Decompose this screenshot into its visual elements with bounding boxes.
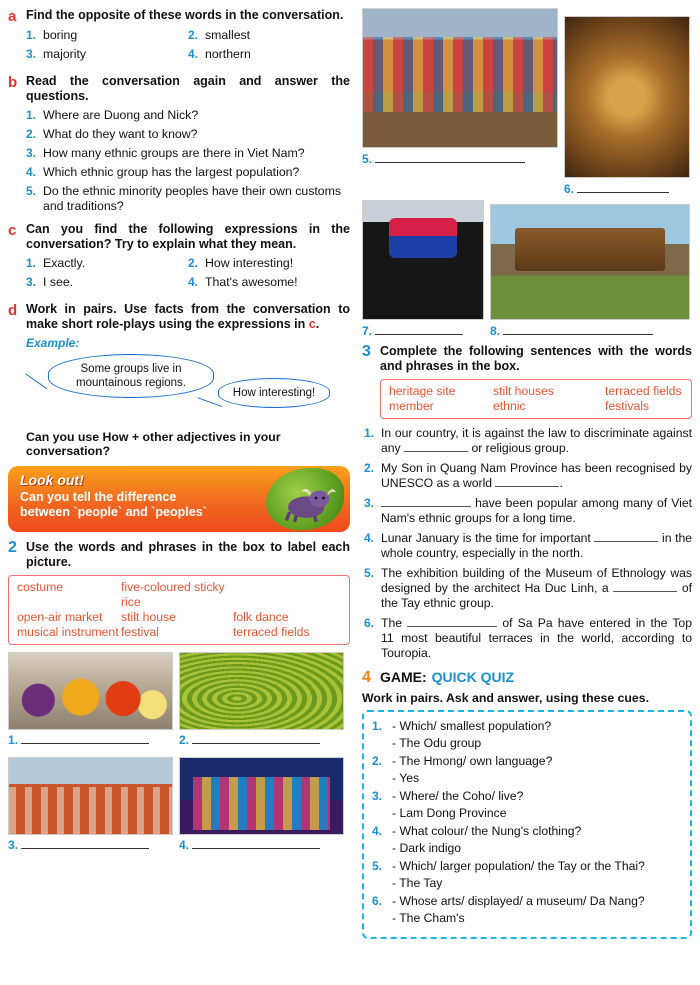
answer-blank[interactable] — [404, 441, 468, 452]
list-item — [26, 28, 188, 43]
picture-label-3-number: 3. — [8, 838, 19, 852]
item-number: 2. — [188, 28, 199, 42]
list-item — [188, 28, 350, 43]
item-number: 3. — [26, 275, 37, 289]
right-column — [362, 8, 692, 939]
answer-line[interactable] — [21, 837, 149, 849]
speech-bubble-2 — [218, 378, 330, 408]
exercise-3-heading — [362, 344, 692, 374]
answer-blank[interactable] — [381, 496, 471, 507]
photo-costume — [362, 200, 484, 320]
sentence-text — [381, 531, 692, 561]
wordbox-row — [389, 399, 683, 414]
exercise-2-heading — [8, 540, 350, 570]
quiz-question: - The Hmong/ own language? — [392, 754, 553, 768]
sentence-item — [364, 616, 692, 661]
look-out-title: Look out! — [20, 472, 84, 488]
answer-line[interactable] — [21, 732, 149, 744]
item-number: 5. — [26, 184, 37, 198]
picture-label-8-number: 8. — [490, 324, 501, 338]
wordbox-word: open-air market — [17, 610, 103, 624]
sentence-text — [381, 496, 692, 526]
exercise-b-title: Read the conversation again and answer the questions. — [26, 74, 350, 103]
sentence-item — [364, 531, 692, 561]
wordbox-word: terraced fields — [233, 625, 310, 639]
picture-label-2-number: 2. — [179, 733, 190, 747]
sentence-text — [381, 616, 692, 661]
picture-label-6[interactable] — [564, 181, 690, 196]
photo-open-air-market — [362, 8, 558, 148]
photo-festival — [8, 757, 173, 835]
item-number: 1. — [26, 256, 37, 270]
exercise-a-heading — [8, 8, 350, 24]
picture-label-1[interactable] — [8, 732, 173, 747]
picture-cell — [362, 8, 558, 196]
quiz-answer: - The Cham's — [392, 911, 465, 925]
bubble-tail — [197, 385, 226, 407]
sentence-mid: of Sa Pa have entered in the Top 11 most beautiful terraces in the world, according to Touropia. — [381, 616, 692, 660]
quiz-question: - What colour/ the Nung's clothing? — [392, 824, 582, 838]
follow-up-question: Can you use How + other adjectives in your conversation? — [26, 430, 281, 458]
picture-cell — [179, 652, 344, 751]
exercise-d-heading — [8, 302, 350, 332]
picture-label-8[interactable] — [490, 323, 690, 338]
wordbox-row — [17, 625, 341, 640]
wordbox-word: stilt houses — [493, 384, 554, 398]
wordbox-row — [17, 610, 341, 625]
answer-blank[interactable] — [495, 476, 559, 487]
wordbox-word: five-coloured sticky rice — [121, 580, 225, 609]
item-number: 1. — [26, 28, 37, 42]
list-item — [188, 256, 350, 271]
wordbox-word: member — [389, 399, 434, 413]
item-text: Where are Duong and Nick? — [43, 108, 199, 122]
wordbox-word: stilt house — [121, 610, 176, 624]
item-number: 4. — [188, 47, 199, 61]
photo-gong — [564, 16, 690, 178]
quiz-answer: - The Tay — [392, 876, 443, 890]
answer-line[interactable] — [503, 323, 653, 335]
answer-line[interactable] — [577, 181, 669, 193]
exercise-b-heading — [8, 74, 350, 104]
exercise-a-letter: a — [8, 8, 17, 25]
example-label: Example: — [26, 336, 80, 350]
sentence-number: 1. — [364, 426, 375, 440]
item-text: smallest — [205, 28, 251, 42]
list-item — [26, 275, 188, 290]
sentence-pre: My Son in Quang Nam Province has been recognised by UNESCO as a world — [381, 461, 692, 490]
exercise-d-letter: d — [8, 302, 18, 319]
picture-label-3[interactable] — [8, 837, 173, 852]
speech-bubbles — [22, 350, 350, 426]
answer-blank[interactable] — [613, 581, 677, 592]
wordbox-row — [17, 580, 341, 610]
item-text: What do they want to know? — [43, 127, 198, 141]
sentence-mid: or religious group. — [471, 441, 569, 455]
photo-terraced-fields — [179, 652, 344, 730]
list-item — [26, 184, 350, 214]
quiz-item — [372, 894, 682, 909]
sentence-item — [364, 461, 692, 491]
item-number: 2. — [26, 127, 37, 141]
exercise-4-subtitle: QUICK QUIZ — [431, 669, 515, 685]
quiz-number: 5. — [372, 859, 383, 873]
quiz-answer: - Lam Dong Province — [392, 806, 507, 820]
item-text: northern — [205, 47, 251, 61]
exercise-2-title: Use the words and phrases in the box to label each picture. — [26, 540, 350, 569]
picture-cell — [8, 652, 173, 751]
list-item — [188, 275, 350, 290]
exercise-b-letter: b — [8, 74, 18, 91]
picture-label-2[interactable] — [179, 732, 344, 747]
list-item — [26, 146, 350, 161]
picture-label-5[interactable] — [362, 151, 558, 166]
picture-label-4-number: 4. — [179, 838, 190, 852]
item-text: Exactly. — [43, 256, 86, 270]
sentence-mid: of the Tay ethnic group. — [381, 581, 692, 610]
wordbox-word: costume — [17, 580, 64, 594]
list-item — [26, 127, 350, 142]
exercise-c-letter: c — [8, 222, 17, 239]
exercise-4-title: GAME: — [380, 669, 427, 685]
picture-cell — [8, 757, 173, 856]
bubble-tail — [25, 363, 54, 389]
exercise-d-ref: c — [308, 317, 316, 331]
wordbox-word: festival — [121, 625, 159, 639]
sentence-pre: The — [381, 616, 403, 630]
quiz-question: - Which/ smallest population? — [392, 719, 552, 733]
sentence-number: 3. — [364, 496, 375, 510]
exercise-3-title: Complete the following sentences with the words and phrases in the box. — [380, 344, 692, 373]
sentence-pre: The exhibition building of the Museum of Ethnology was designed by the architect Ha Duc Linh, a — [381, 566, 692, 595]
answer-line[interactable] — [192, 837, 320, 849]
exercise-c-title: Can you find the following expressions in the conversation? Try to explain what they mean. — [26, 222, 350, 251]
speech-bubble-1 — [48, 354, 214, 398]
photo-sticky-rice — [8, 652, 173, 730]
wordbox-word: festivals — [605, 399, 650, 413]
exercise-2-picture-grid — [8, 652, 350, 856]
sentence-number: 2. — [364, 461, 375, 475]
item-number: 2. — [188, 256, 199, 270]
sentence-number: 5. — [364, 566, 375, 580]
item-text: Do the ethnic minority peoples have their own customs and traditions? — [43, 184, 342, 213]
wordbox-word: terraced fields — [605, 384, 682, 398]
quick-quiz-box — [362, 710, 692, 939]
exercise-3-number: 3 — [362, 343, 371, 360]
answer-line[interactable] — [375, 151, 525, 163]
quiz-answer: - Dark indigo — [392, 841, 462, 855]
sentence-item — [364, 426, 692, 456]
sentence-item — [364, 566, 692, 611]
photo-row-bottom — [362, 200, 692, 338]
exercise-b-items — [26, 108, 350, 214]
item-text: How interesting! — [205, 256, 294, 270]
quiz-question: - Which/ larger population/ the Tay or the Thai? — [392, 859, 645, 873]
look-out-text-2: between `people` and `peoples` — [20, 505, 207, 519]
quiz-item — [372, 719, 682, 734]
list-item — [26, 47, 188, 62]
quiz-item — [372, 789, 682, 804]
sentence-text — [381, 426, 692, 456]
quiz-number: 2. — [372, 754, 383, 768]
photo-folk-dance — [179, 757, 344, 835]
item-number: 1. — [26, 108, 37, 122]
answer-line[interactable] — [375, 323, 463, 335]
sentence-pre: In our country, it is against the law to discriminate against any — [381, 426, 692, 455]
wordbox-word: folk dance — [233, 610, 289, 624]
picture-label-5-number: 5. — [362, 152, 373, 166]
exercise-2-wordbox — [8, 575, 350, 645]
exercise-c-heading — [8, 222, 350, 252]
picture-label-1-number: 1. — [8, 733, 19, 747]
item-text: majority — [43, 47, 87, 61]
exercise-2-number: 2 — [8, 539, 17, 556]
answer-line[interactable] — [192, 732, 320, 744]
photo-row-top — [362, 8, 692, 196]
quiz-answer: - The Odu group — [392, 736, 482, 750]
exercise-3-sentences — [364, 426, 692, 661]
sentence-number: 6. — [364, 616, 375, 630]
exercise-3-wordbox — [380, 379, 692, 419]
quiz-number: 4. — [372, 824, 383, 838]
wordbox-word: ethnic — [493, 399, 526, 413]
wordbox-word: heritage site — [389, 384, 456, 398]
item-number: 3. — [26, 47, 37, 61]
wordbox-word: musical instrument — [17, 625, 119, 639]
exercise-4-instruction: Work in pairs. Ask and answer, using these cues. — [362, 691, 650, 705]
sentence-number: 4. — [364, 531, 375, 545]
look-out-box — [8, 466, 350, 532]
exercise-d-title-end: . — [315, 317, 320, 331]
picture-cell — [362, 200, 484, 338]
quiz-question: - Whose arts/ displayed/ a museum/ Da Nang? — [392, 894, 645, 908]
exercise-c-items — [26, 256, 350, 294]
speech-bubble-1-text: Some groups live in mountainous regions. — [76, 363, 186, 389]
quiz-question: - Where/ the Coho/ live? — [392, 789, 524, 803]
list-item — [26, 256, 188, 271]
quiz-item — [372, 859, 682, 874]
quiz-number: 1. — [372, 719, 383, 733]
item-number: 4. — [26, 165, 37, 179]
sentence-text — [381, 566, 692, 611]
sentence-mid: have been popular among many of Viet Nam's ethnic groups for a long time. — [381, 496, 693, 525]
look-out-text-1: Can you tell the difference — [20, 490, 177, 504]
quiz-number: 6. — [372, 894, 383, 908]
item-number: 4. — [188, 275, 199, 289]
item-text: Which ethnic group has the largest population? — [43, 165, 300, 179]
answer-blank[interactable] — [594, 531, 658, 542]
picture-cell — [490, 200, 690, 338]
picture-label-6-number: 6. — [564, 182, 575, 196]
quiz-number: 3. — [372, 789, 383, 803]
exercise-a-title: Find the opposite of these words in the conversation. — [26, 8, 344, 22]
list-item — [26, 165, 350, 180]
sentence-pre: Lunar January is the time for important — [381, 531, 591, 545]
picture-label-4[interactable] — [179, 837, 344, 852]
item-text: That's awesome! — [205, 275, 298, 289]
picture-label-7[interactable] — [362, 323, 484, 338]
item-text: boring — [43, 28, 78, 42]
wordbox-word — [233, 580, 341, 610]
buffalo-icon — [278, 484, 336, 522]
exercise-4-heading — [362, 669, 692, 687]
exercise-d-title — [26, 302, 350, 332]
left-column — [8, 8, 350, 856]
quiz-item — [372, 824, 682, 839]
picture-cell — [179, 757, 344, 856]
wordbox-row — [389, 384, 683, 399]
answer-blank[interactable] — [407, 616, 497, 627]
picture-label-7-number: 7. — [362, 324, 373, 338]
exercise-d-title-text: Work in pairs. Use facts from the conversation to make short role-plays using the expressions in — [26, 302, 350, 331]
list-item — [188, 47, 350, 62]
sentence-text — [381, 461, 692, 491]
sentence-mid: . — [559, 476, 563, 490]
exercise-4-number: 4 — [362, 669, 371, 686]
sentence-mid: in the whole country, especially in the north. — [381, 531, 693, 560]
item-text: How many ethnic groups are there in Viet Nam? — [43, 146, 305, 160]
item-text: I see. — [43, 275, 74, 289]
list-item — [26, 108, 350, 123]
picture-cell — [564, 8, 690, 196]
quiz-item — [372, 754, 682, 769]
item-number: 3. — [26, 146, 37, 160]
sentence-item — [364, 496, 692, 526]
quiz-answer: - Yes — [392, 771, 420, 785]
exercise-a-items — [26, 28, 350, 66]
photo-stilt-house — [490, 204, 690, 320]
speech-bubble-2-text: How interesting! — [232, 387, 316, 399]
